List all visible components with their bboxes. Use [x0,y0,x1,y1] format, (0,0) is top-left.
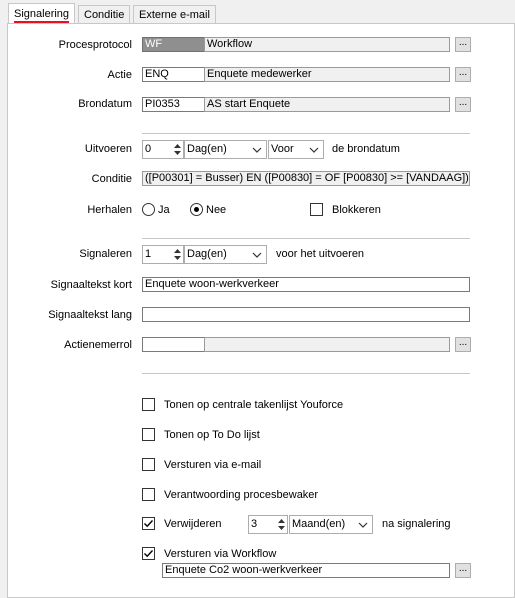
spinner-arrows-icon[interactable] [173,247,182,262]
tonen-todo-checkbox[interactable] [142,428,155,441]
herhalen-ja-label: Ja [158,204,170,216]
verwijderen-label: Verwijderen [164,518,222,530]
checkmark-icon [143,548,154,559]
separator [142,238,470,239]
tab-externe-email[interactable] [133,5,216,24]
tonen-todo-label: Tonen op To Do lijst [164,429,260,441]
versturen-workflow-checkbox[interactable] [142,547,155,560]
signaleren-unit-select[interactable] [184,245,267,264]
procesprotocol-value: Workflow [204,37,450,52]
herhalen-nee-label: Nee [206,204,227,216]
uitvoeren-suffix: de brondatum [332,143,400,155]
versturen-email-label: Versturen via e-mail [164,459,262,471]
signaleren-number-value: 1 [145,248,152,260]
tab-bar [0,0,515,24]
actie-value: Enquete medewerker [204,67,450,82]
verwijderen-unit-value: Maand(en) [292,518,346,530]
conditie-value: ([P00301] = Busser) EN ([P00830] = OF [P00830] >= [VANDAAG]) [142,171,470,186]
procesprotocol-label: Procesprotocol [58,39,132,51]
verwijderen-number-value: 3 [251,518,258,530]
verantwoording-label: Verantwoording procesbewaker [164,489,319,501]
uitvoeren-number-spinner[interactable] [142,140,184,159]
brondatum-value: AS start Enquete [204,97,450,112]
brondatum-label: Brondatum [78,98,132,110]
actienemerrol-value [204,337,450,352]
herhalen-ja-radio[interactable] [142,203,155,216]
verwijderen-checkbox[interactable] [142,517,155,530]
separator [142,373,470,374]
verwijderen-suffix: na signalering [382,518,451,530]
tab-externe-email-label: Externe e-mail [139,9,210,21]
conditie-label: Conditie [91,173,132,185]
actie-label: Actie [107,69,132,81]
blokkeren-label: Blokkeren [332,204,381,216]
signaleren-label: Signaleren [79,248,132,260]
tab-signalering-label: Signalering [14,8,69,23]
chevron-down-icon [357,516,369,533]
tab-conditie[interactable] [78,5,130,24]
actienemerrol-code-field[interactable] [142,337,205,352]
checkmark-icon [143,518,154,529]
herhalen-nee-radio[interactable] [190,203,203,216]
herhalen-label: Herhalen [87,204,132,216]
actienemerrol-label: Actienemerrol [64,339,132,351]
versturen-workflow-lookup-button[interactable]: ... [455,563,471,578]
tonen-youforce-checkbox[interactable] [142,398,155,411]
versturen-email-checkbox[interactable] [142,458,155,471]
uitvoeren-direction-value: Voor [271,143,294,155]
separator [142,133,470,134]
uitvoeren-direction-select[interactable] [268,140,324,159]
brondatum-code-field[interactable]: PI0353 [142,97,205,112]
actienemerrol-lookup-button[interactable]: ... [455,337,471,352]
chevron-down-icon [251,141,263,158]
uitvoeren-label: Uitvoeren [84,143,132,155]
signaaltekst-kort-label: Signaaltekst kort [50,279,132,291]
uitvoeren-number-value: 0 [145,143,152,155]
signaleren-unit-value: Dag(en) [187,248,227,260]
actie-lookup-button[interactable]: ... [455,67,471,82]
spinner-arrows-icon[interactable] [173,142,182,157]
blokkeren-checkbox[interactable] [310,203,323,216]
procesprotocol-code: WF [142,37,205,52]
signaaltekst-lang-label: Signaaltekst lang [48,309,132,321]
verantwoording-checkbox[interactable] [142,488,155,501]
procesprotocol-lookup-button[interactable]: ... [455,37,471,52]
versturen-workflow-field[interactable]: Enquete Co2 woon-werkverkeer [162,563,450,578]
chevron-down-icon [251,246,263,263]
tab-signalering[interactable] [8,3,75,24]
versturen-workflow-label: Versturen via Workflow [164,548,277,560]
verwijderen-unit-select[interactable] [289,515,373,534]
actie-code-field[interactable]: ENQ [142,67,205,82]
uitvoeren-unit-value: Dag(en) [187,143,227,155]
verwijderen-number-spinner[interactable] [248,515,288,534]
signaaltekst-kort-field[interactable]: Enquete woon-werkverkeer [142,277,470,292]
spinner-arrows-icon[interactable] [277,517,286,532]
tab-conditie-label: Conditie [84,9,125,21]
signaaltekst-lang-field[interactable] [142,307,470,322]
signaleren-suffix: voor het uitvoeren [276,248,365,260]
chevron-down-icon [308,141,320,158]
tonen-youforce-label: Tonen op centrale takenlijst Youforce [164,399,344,411]
signaleren-number-spinner[interactable] [142,245,184,264]
uitvoeren-unit-select[interactable] [184,140,267,159]
brondatum-lookup-button[interactable]: ... [455,97,471,112]
